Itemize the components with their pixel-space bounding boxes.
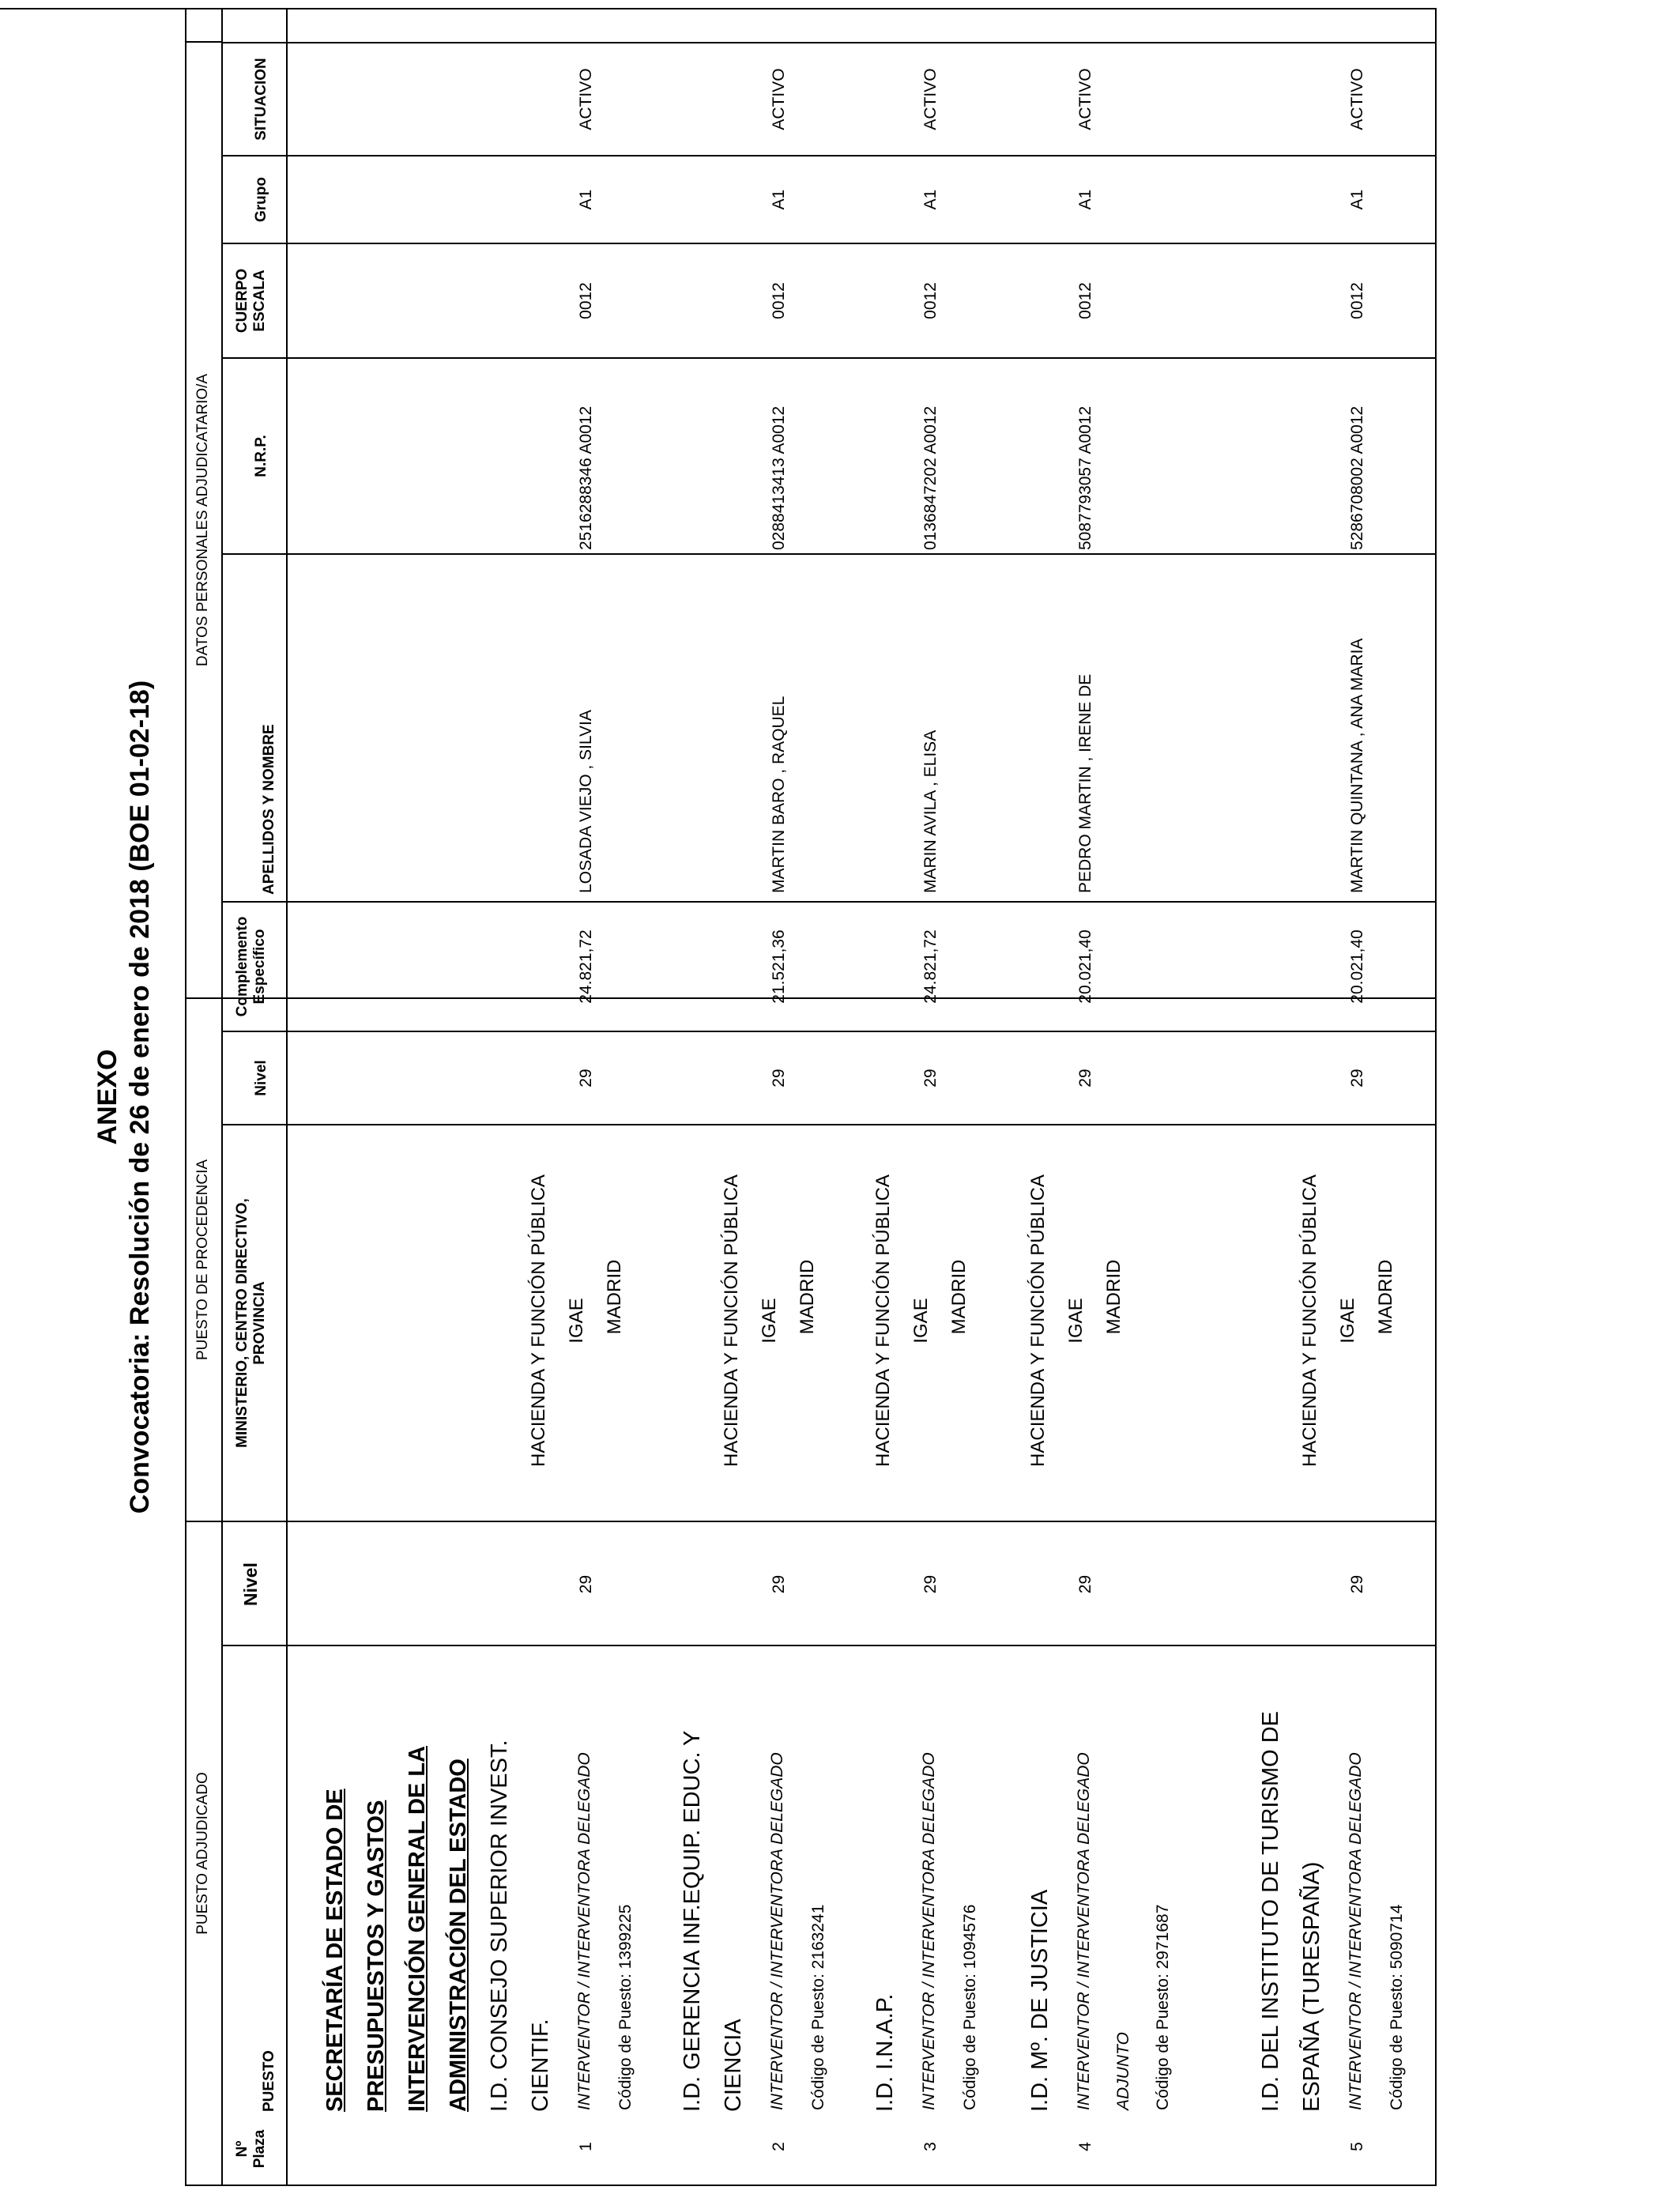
codigo-puesto: Código de Puesto: 1399225 <box>616 1904 635 2110</box>
section-heading-line4: ADMINISTRACIÓN DEL ESTADO <box>446 1759 471 2112</box>
provincia: MADRID <box>604 1259 625 1335</box>
cuerpo-escala: 0012 <box>921 282 940 319</box>
column-header-nrp: N.R.P. <box>253 435 269 477</box>
column-header-cuerpo <box>234 244 269 357</box>
column-header-plaza <box>234 2113 269 2185</box>
apellidos-nombre: MARTIN QUINTANA , ANA MARIA <box>1348 638 1366 893</box>
complemento-especifico: 24.821,72 <box>577 929 595 1004</box>
grupo: A1 <box>1348 189 1366 210</box>
apellidos-nombre: LOSADA VIEJO , SILVIA <box>577 710 595 893</box>
table-line <box>221 9 223 2186</box>
table-line <box>221 901 1437 903</box>
unit-name-line1: I.D. GERENCIA INF.EQUIP. EDUC. Y <box>680 1730 705 2112</box>
column-header-complemento <box>234 903 269 1031</box>
ministerio: HACIENDA Y FUNCIÓN PÚBLICA <box>721 1174 742 1467</box>
nivel-procedencia: 29 <box>577 1069 595 1088</box>
table-line <box>221 1124 1437 1125</box>
nivel-procedencia: 29 <box>770 1069 788 1088</box>
puesto-title: INTERVENTOR / INTERVENTORA DELEGADO <box>1075 1752 1093 2110</box>
ministerio-block <box>864 1135 978 1506</box>
puesto-title: INTERVENTOR / INTERVENTORA DELEGADO <box>920 1752 938 2110</box>
provincia: MADRID <box>797 1259 818 1335</box>
provincia: MADRID <box>948 1259 970 1335</box>
column-header-situacion: SITUACION <box>253 58 269 141</box>
unit-name <box>672 1731 754 2112</box>
column-header-nivel-procedencia: Nivel <box>253 1060 269 1096</box>
table-line <box>185 2185 1437 2186</box>
complemento-especifico: 20.021,40 <box>1348 929 1366 1004</box>
table-line <box>1435 9 1437 2186</box>
column-header-complemento-line2: Específico <box>251 929 268 1005</box>
ministerio-block <box>713 1135 827 1506</box>
complemento-especifico: 24.821,72 <box>921 929 940 1004</box>
column-header-grupo: Grupo <box>253 177 269 222</box>
column-header-ministerio-line2: PROVINCIA <box>251 1281 268 1365</box>
codigo-puesto: Código de Puesto: 1094576 <box>961 1904 979 2110</box>
nrp: 5286708002 A0012 <box>1348 405 1366 550</box>
centro-directivo: IGAE <box>1337 1298 1358 1344</box>
unit-name <box>479 1740 561 2112</box>
plaza-number: 2 <box>770 2142 788 2151</box>
situacion: ACTIVO <box>1348 68 1366 130</box>
situacion: ACTIVO <box>770 68 788 130</box>
table-line <box>185 997 1437 999</box>
nrp: 0136847202 A0012 <box>921 405 940 550</box>
column-header-apellidos: APELLIDOS Y NOMBRE <box>261 724 277 895</box>
section-heading-line3: INTERVENCIÓN GENERAL DE LA <box>405 1746 430 2112</box>
table-line <box>221 243 1437 244</box>
group-header-puesto-adjudicado: PUESTO ADJUDICADO <box>194 1772 211 1935</box>
unit-name <box>1019 1890 1060 2112</box>
provincia: MADRID <box>1375 1259 1396 1335</box>
table-line <box>221 553 1437 555</box>
nivel: 29 <box>921 1574 940 1594</box>
column-header-cuerpo-line1: CUERPO <box>234 268 250 334</box>
table-line <box>221 357 1437 359</box>
table-line <box>221 1031 1437 1032</box>
grupo: A1 <box>921 189 940 210</box>
apellidos-nombre: MARTIN BARO , RAQUEL <box>770 696 788 893</box>
grupo: A1 <box>770 189 788 210</box>
situacion: ACTIVO <box>1076 68 1094 130</box>
codigo-puesto: Código de Puesto: 2163241 <box>809 1904 827 2110</box>
nivel-procedencia: 29 <box>1348 1069 1366 1088</box>
nrp: 0288413413 A0012 <box>770 405 788 550</box>
section-heading-line2: PRESUPUESTOS Y GASTOS <box>363 1800 389 2112</box>
ministerio-block <box>1019 1135 1133 1506</box>
table-line <box>221 155 1437 156</box>
ministerio-block <box>1291 1135 1405 1506</box>
codigo-puesto: Código de Puesto: 2971687 <box>1154 1904 1172 2110</box>
puesto-title-continued: ADJUNTO <box>1114 2032 1132 2110</box>
unit-name-line1: I.D. I.N.A.P. <box>872 1993 898 2112</box>
section-heading <box>315 1746 479 2112</box>
unit-name-line1: I.D. CONSEJO SUPERIOR INVEST. <box>487 1740 512 2112</box>
codigo-puesto: Código de Puesto: 5090714 <box>1388 1904 1406 2110</box>
situacion: ACTIVO <box>921 68 940 130</box>
puesto-title: INTERVENTOR / INTERVENTORA DELEGADO <box>768 1752 786 2110</box>
ministerio: HACIENDA Y FUNCIÓN PÚBLICA <box>528 1174 549 1467</box>
puesto-title: INTERVENTOR / INTERVENTORA DELEGADO <box>1347 1752 1365 2110</box>
provincia: MADRID <box>1103 1259 1124 1335</box>
cuerpo-escala: 0012 <box>1076 282 1094 319</box>
situacion: ACTIVO <box>577 68 595 130</box>
ministerio-block <box>520 1135 634 1506</box>
plaza-number: 3 <box>921 2142 940 2151</box>
centro-directivo: IGAE <box>759 1298 780 1344</box>
table-line <box>221 42 1437 43</box>
table-line <box>185 9 186 2186</box>
table-line <box>185 1521 1437 1522</box>
column-header-plaza-line2: Plaza <box>251 2129 268 2169</box>
nrp: 2516288346 A0012 <box>577 405 595 550</box>
nivel: 29 <box>1076 1574 1094 1594</box>
plaza-number: 4 <box>1076 2142 1094 2151</box>
column-header-plaza-line1: Nº <box>234 2140 250 2158</box>
unit-name-line2: CIENTIF. <box>528 2019 553 2112</box>
nrp: 5087793057 A0012 <box>1076 405 1094 550</box>
unit-name-line1: I.D. DEL INSTITUTO DE TURISMO DE <box>1258 1710 1283 2112</box>
cuerpo-escala: 0012 <box>770 282 788 319</box>
unit-name <box>1250 1711 1332 2112</box>
centro-directivo: IGAE <box>1065 1298 1087 1344</box>
section-heading-line1: SECRETARÍA DE ESTADO DE <box>322 1789 348 2112</box>
document-title: ANEXO <box>92 1049 122 1145</box>
unit-name-line1: I.D. Mº. DE JUSTICIA <box>1027 1889 1053 2112</box>
unit-name <box>864 1994 906 2112</box>
centro-directivo: IGAE <box>566 1298 587 1344</box>
puesto-title: INTERVENTOR / INTERVENTORA DELEGADO <box>575 1752 593 2110</box>
plaza-number: 1 <box>577 2142 595 2151</box>
plaza-number: 5 <box>1348 2142 1366 2151</box>
group-header-puesto-procedencia: PUESTO DE PROCEDENCIA <box>194 1159 211 1361</box>
apellidos-nombre: PEDRO MARTIN , IRENE DE <box>1076 673 1094 893</box>
table-line <box>221 1645 1437 1646</box>
ministerio: HACIENDA Y FUNCIÓN PÚBLICA <box>1027 1174 1049 1467</box>
complemento-especifico: 20.021,40 <box>1076 929 1094 1004</box>
column-header-puesto: PUESTO <box>261 2050 277 2112</box>
centro-directivo: IGAE <box>910 1298 932 1344</box>
grupo: A1 <box>577 189 595 210</box>
cuerpo-escala: 0012 <box>1348 282 1366 319</box>
nivel: 29 <box>1348 1574 1366 1594</box>
column-header-ministerio-line1: MINISTERIO, CENTRO DIRECTIVO, <box>234 1198 250 1448</box>
complemento-especifico: 21.521,36 <box>770 929 788 1004</box>
nivel-procedencia: 29 <box>921 1069 940 1088</box>
document-subtitle: Convocatoria: Resolución de 26 de enero de 2018 (BOE 01-02-18) <box>125 680 155 1514</box>
ministerio: HACIENDA Y FUNCIÓN PÚBLICA <box>1299 1174 1320 1467</box>
grupo: A1 <box>1076 189 1094 210</box>
unit-name-line2: ESPAÑA (TURESPAÑA) <box>1299 1861 1324 2112</box>
ministerio: HACIENDA Y FUNCIÓN PÚBLICA <box>872 1174 894 1467</box>
column-header-cuerpo-line2: ESCALA <box>251 270 268 332</box>
nivel-procedencia: 29 <box>1076 1069 1094 1088</box>
apellidos-nombre: MARIN AVILA , ELISA <box>921 729 940 893</box>
table-line <box>0 8 1437 9</box>
cuerpo-escala: 0012 <box>577 282 595 319</box>
column-header-ministerio <box>234 1125 269 1521</box>
nivel: 29 <box>770 1574 788 1594</box>
unit-name-line2: CIENCIA <box>721 2019 746 2112</box>
table-line <box>286 9 288 2186</box>
column-header-complemento-line1: Complemento <box>234 916 250 1017</box>
column-header-nivel: Nivel <box>240 1563 261 1606</box>
group-header-datos-personales: DATOS PERSONALES ADJUDICATARIO/A <box>194 373 211 667</box>
nivel: 29 <box>577 1574 595 1594</box>
